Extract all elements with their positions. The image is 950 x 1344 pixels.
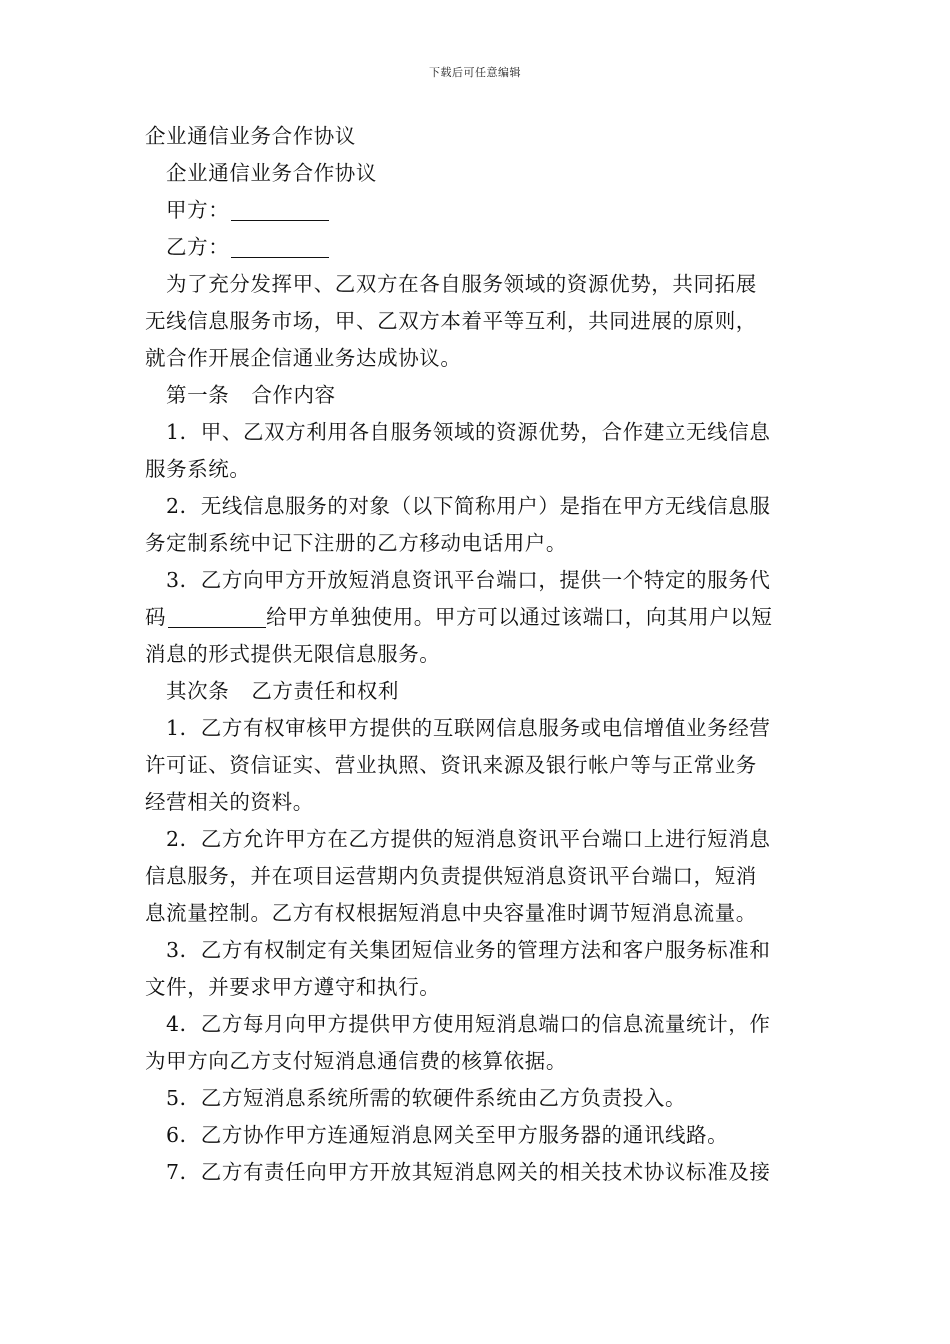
article-2-item-3-cont: 文件，并要求甲方遵守和执行。	[145, 975, 441, 999]
article-1-item-3-code-line	[145, 599, 807, 636]
party-b-blank	[231, 235, 329, 258]
agreement-subtitle: 企业通信业务合作协议	[166, 161, 377, 185]
party-b-line	[145, 229, 807, 266]
intro-line: 无线信息服务市场，甲、乙双方本着平等互利，共同进展的原则，	[145, 309, 757, 333]
article-1-item-3: 3．乙方向甲方开放短消息资讯平台端口，提供一个特定的服务代	[166, 568, 771, 592]
article-1-title: 合作内容	[251, 383, 336, 407]
document-body	[145, 118, 807, 1191]
article-2-title: 乙方责任和权利	[251, 679, 400, 703]
article-1-heading	[145, 377, 807, 414]
article-2-item-3: 3．乙方有权制定有关集团短信业务的管理方法和客户服务标准和	[166, 938, 771, 962]
article-1-item-2-cont: 务定制系统中记下注册的乙方移动电话用户。	[145, 531, 567, 555]
article-2-item-2-cont: 信息服务，并在项目运营期内负责提供短消息资讯平台端口，短消	[145, 864, 757, 888]
article-2-number: 其次条	[166, 679, 230, 703]
article-1-item-3-cont: 消息的形式提供无限信息服务。	[145, 642, 441, 666]
party-b-label: 乙方：	[166, 235, 230, 259]
article-2-item-6: 6．乙方协作甲方连通短消息网关至甲方服务器的通讯线路。	[166, 1123, 729, 1147]
service-code-blank	[168, 605, 266, 628]
article-2-item-5: 5．乙方短消息系统所需的软硬件系统由乙方负责投入。	[166, 1086, 687, 1110]
intro-line: 就合作开展企信通业务达成协议。	[145, 346, 462, 370]
article-1-item-2: 2．无线信息服务的对象（以下简称用户）是指在甲方无线信息服	[166, 494, 771, 518]
article-2-item-4-cont: 为甲方向乙方支付短消息通信费的核算依据。	[145, 1049, 567, 1073]
article-1-number: 第一条	[166, 383, 230, 407]
article-2-item-1: 1．乙方有权审核甲方提供的互联网信息服务或电信增值业务经营	[166, 716, 771, 740]
party-a-label: 甲方：	[166, 198, 230, 222]
article-2-item-2: 2．乙方允许甲方在乙方提供的短消息资讯平台端口上进行短消息	[166, 827, 771, 851]
header-note: 下载后可任意编辑	[429, 66, 521, 79]
document-title: 企业通信业务合作协议	[145, 124, 356, 148]
article-1-item-1: 1．甲、乙双方利用各自服务领域的资源优势，合作建立无线信息	[166, 420, 771, 444]
party-a-blank	[231, 198, 329, 221]
article-2-item-1-cont: 经营相关的资料。	[145, 790, 314, 814]
article-2-item-7: 7．乙方有责任向甲方开放其短消息网关的相关技术协议标准及接	[166, 1160, 771, 1184]
article-2-item-4: 4．乙方每月向甲方提供甲方使用短消息端口的信息流量统计，作	[166, 1012, 771, 1036]
article-2-item-2-cont: 息流量控制。乙方有权根据短消息中央容量准时调节短消息流量。	[145, 901, 757, 925]
intro-line: 为了充分发挥甲、乙双方在各自服务领域的资源优势，共同拓展	[166, 272, 757, 296]
party-a-line	[145, 192, 807, 229]
article-2-heading	[145, 673, 807, 710]
service-code-prefix: 码	[145, 605, 167, 629]
article-2-item-1-cont: 许可证、资信证实、营业执照、资讯来源及银行帐户等与正常业务	[145, 753, 757, 777]
article-1-item-1-cont: 服务系统。	[145, 457, 251, 481]
service-code-suffix: 给甲方单独使用。甲方可以通过该端口，向其用户以短	[266, 605, 773, 629]
